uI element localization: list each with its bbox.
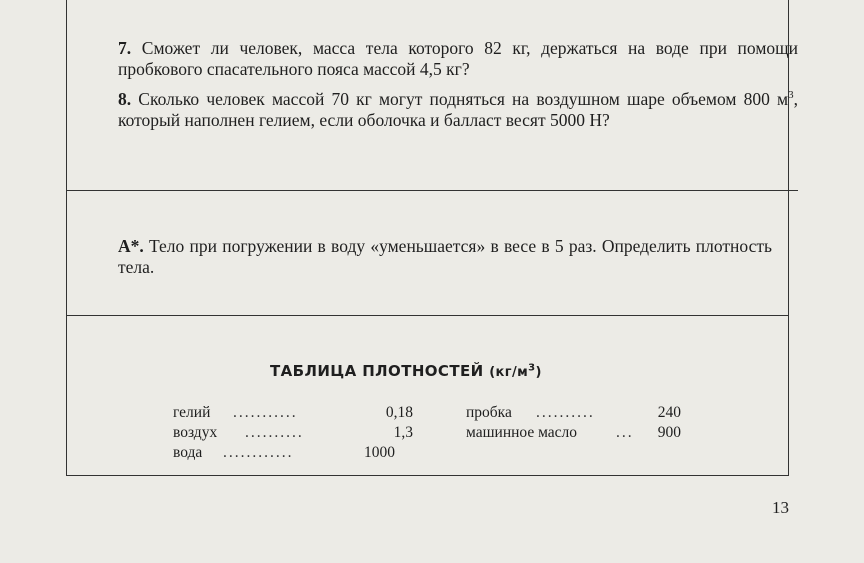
problem-a-star (118, 236, 772, 278)
section-divider (66, 190, 798, 191)
problem-number: 8. (118, 88, 132, 109)
substance-name: воздух (173, 424, 218, 441)
substance-name: вода (173, 444, 203, 461)
density-row (466, 403, 686, 423)
dot-leader: ... (616, 424, 634, 441)
problem-8 (92, 85, 798, 131)
problem-7 (92, 38, 798, 80)
page-number: 13 (772, 498, 789, 517)
section-divider (66, 315, 789, 316)
dot-leader: ........... (233, 404, 298, 421)
density-row (173, 403, 423, 423)
density-column-left (173, 403, 423, 463)
problem-number: 7. (118, 38, 132, 58)
density-row (173, 423, 423, 443)
superscript: 3 (788, 89, 794, 101)
table-title-text: ТАБЛИЦА ПЛОТНОСТЕЙ (270, 362, 484, 380)
problem-text: Сколько человек массой 70 кг могут подняться на воздушном шаре объемом 800 м (138, 88, 789, 109)
density-value: 1,3 (393, 424, 413, 441)
density-value: 1000 (364, 444, 395, 461)
table-unit: $(кг/м^3)$ (489, 362, 542, 380)
density-value: 240 (657, 404, 681, 421)
substance-name: машинное масло (466, 424, 578, 441)
problem-text: Сможет ли человек, масса тела которого 82 кг, держаться на воде при помощи пробкового спасательного пояса массой 4,5 кг? (118, 38, 799, 79)
density-table-title (270, 362, 542, 380)
density-row (466, 423, 686, 443)
problem-text: , который наполнен гелием, если оболочка и балласт весят 5000 Н? (118, 88, 798, 130)
substance-name: гелий (173, 404, 211, 421)
density-value: 0,18 (385, 404, 413, 421)
problem-text: Тело при погружении в воду «уменьшается» в весе в 5 раз. Определить плотность тела. (118, 236, 773, 277)
dot-leader: .......... (245, 424, 304, 441)
density-column-right (466, 403, 686, 443)
density-value: 900 (657, 424, 681, 441)
substance-name: пробка (466, 404, 512, 421)
dot-leader: ............ (223, 444, 294, 461)
dot-leader: .......... (536, 404, 595, 421)
density-row (173, 443, 423, 463)
problem-number: А*. (118, 236, 144, 256)
